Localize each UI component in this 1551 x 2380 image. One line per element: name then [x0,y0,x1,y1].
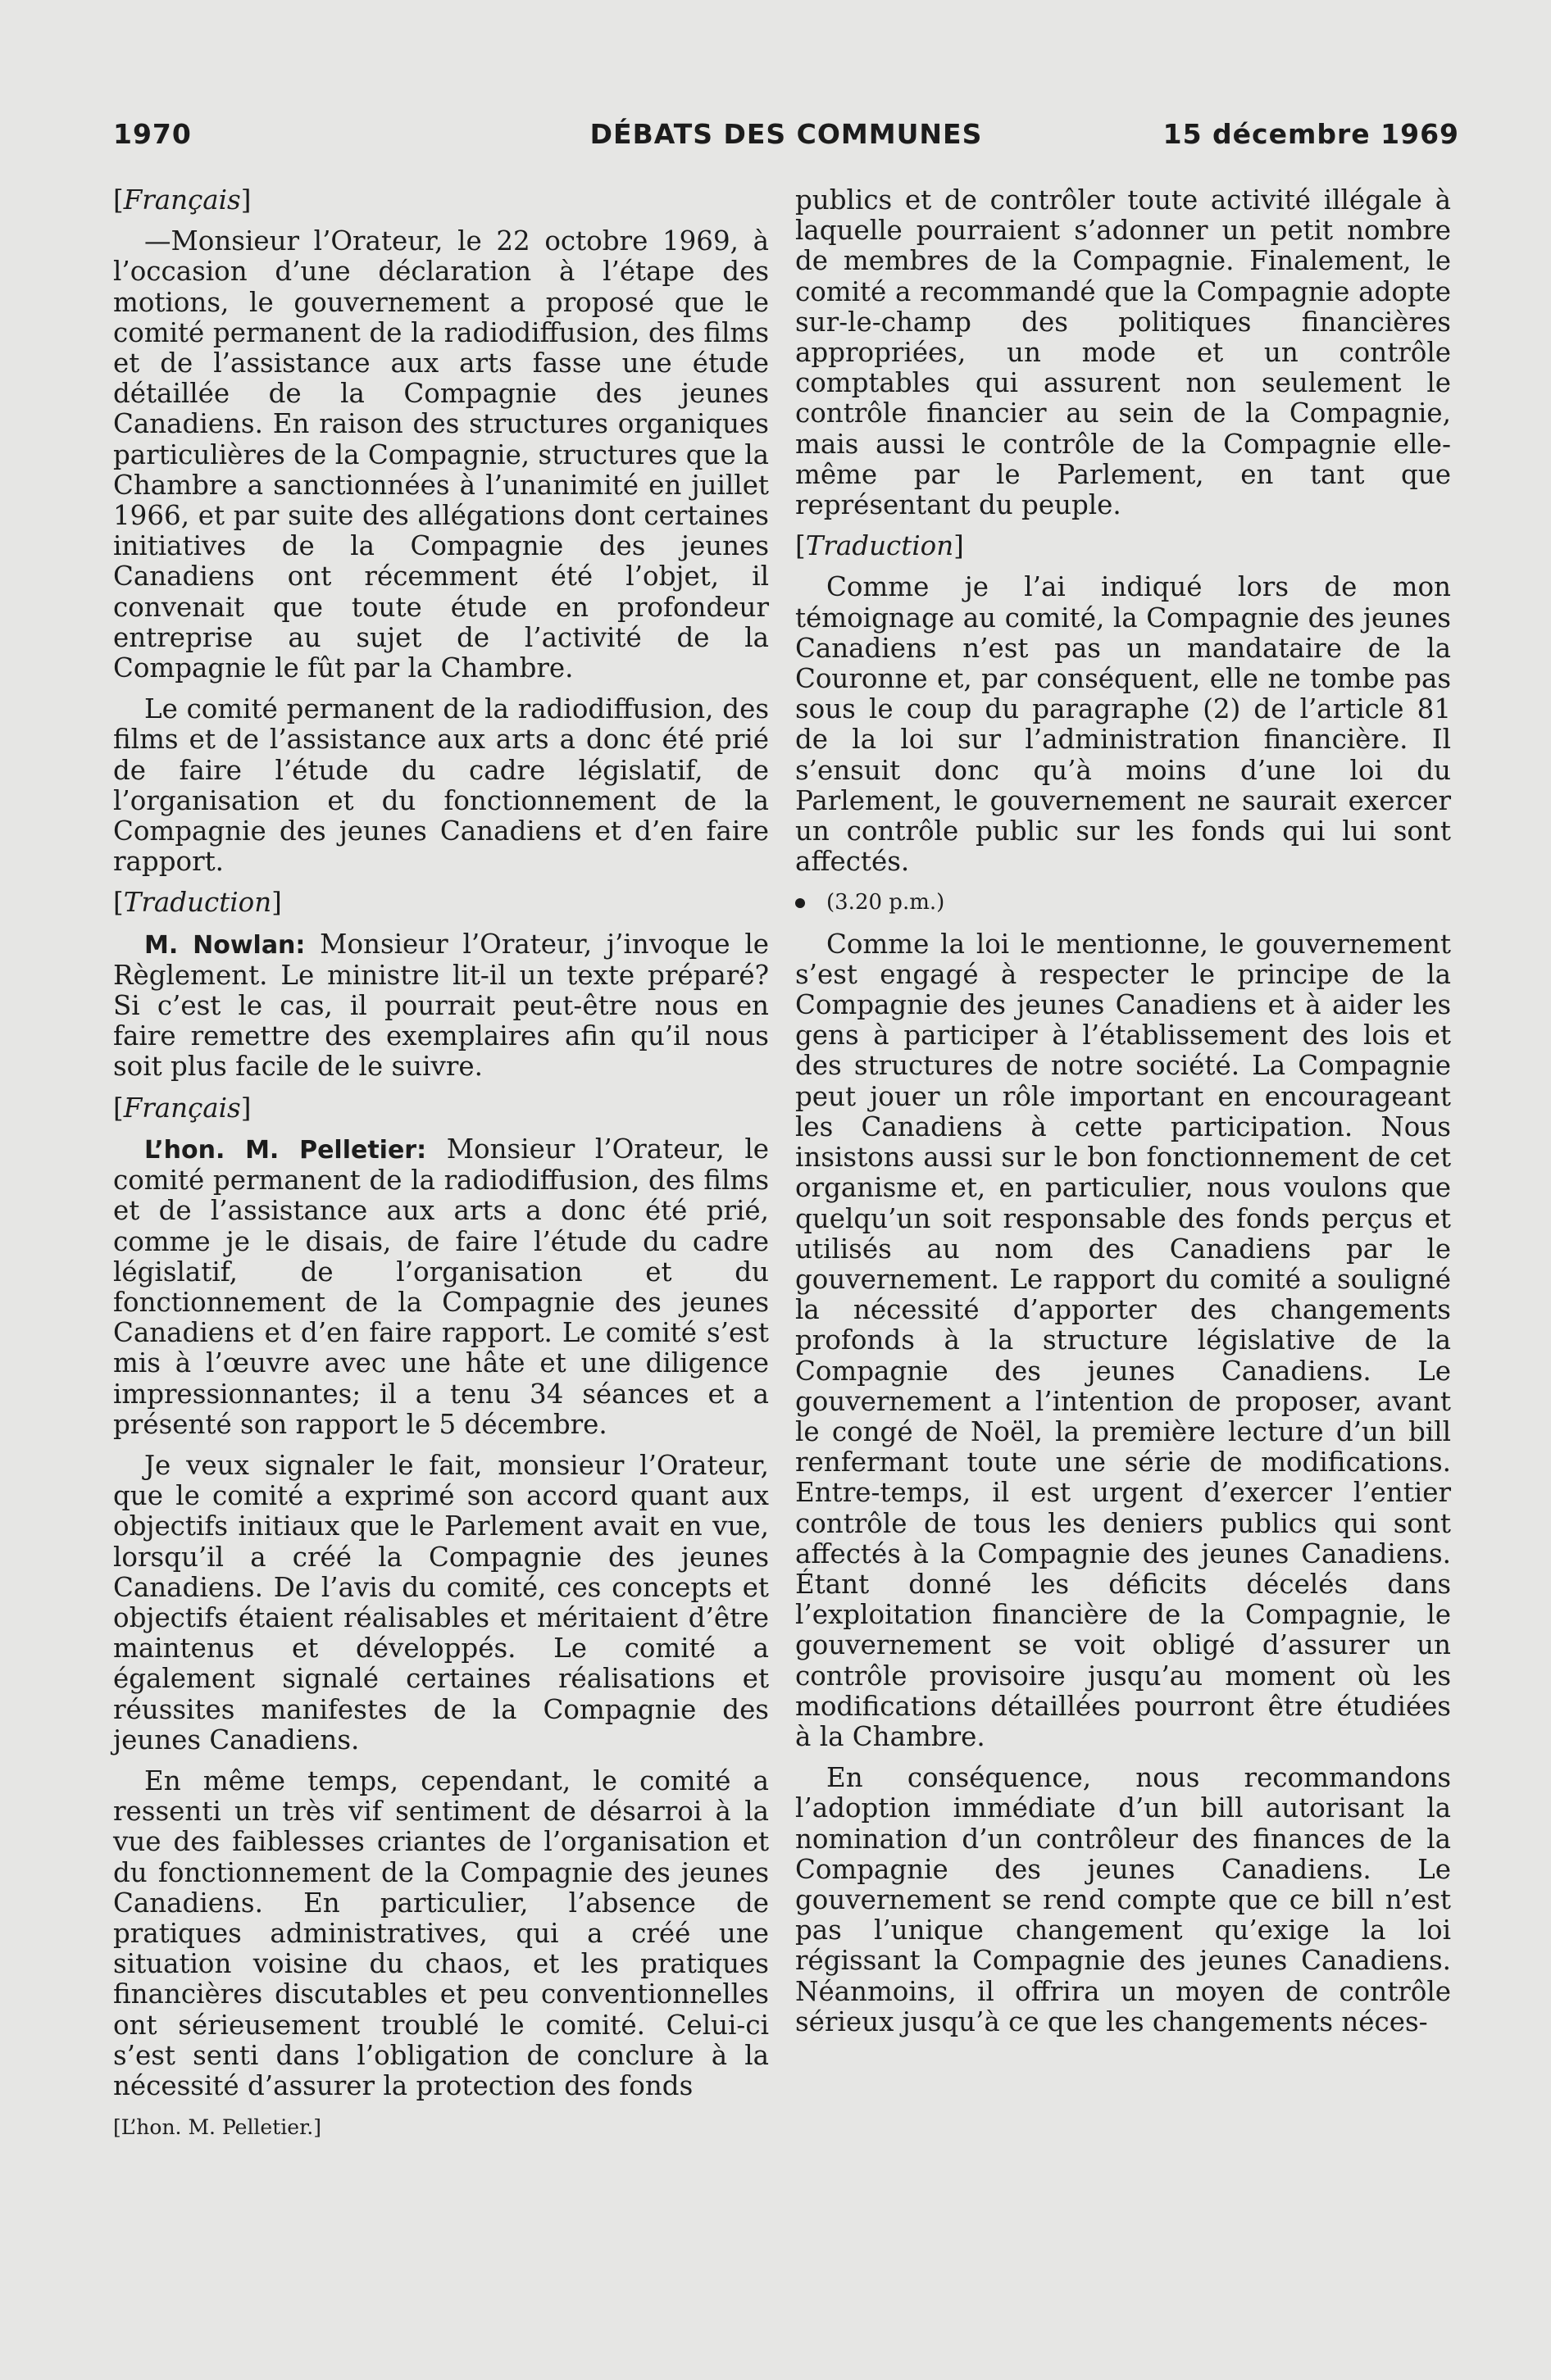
language-marker: [Français] [113,1092,252,1124]
paragraph: publics et de contrôler toute activité illégale à laquelle pourraient s’adonner un petit nombre de membres de la Compagnie. Finalement, le comité a recommandé que la Compagnie adopte sur-le-champ des politiques financières appropriées, un mode et un contrôle comptables qui assurent non seulement le contrôle financier au sein de la Compagnie, mais aussi le contrôle de la Compagnie elle-même par le Parlement, en tant que représentant du peuple. [795,184,1451,521]
language-marker: [Traduction] [113,887,282,919]
right-column [795,185,1451,2048]
paragraph: —Monsieur l’Orateur, le 22 octobre 1969, à l’occasion d’une déclaration à l’étape des motions, le gouvernement a proposé que le comité permanent de la radiodiffusion, des films et de l’assistance aux arts fasse une étude détaillée de la Compagnie des jeunes Canadiens. En raison des structures organiques particulières de la Compagnie, structures que la Chambre a sanctionnées à l’unanimité en juillet 1966, et par suite des allégations dont certaines initiatives de la Compagnie des jeunes Canadiens ont récemment été l’objet, il convenait que toute étude en profondeur entreprise au sujet de l’activité de la Compagnie le fût par la Chambre. [113,225,769,684]
speech-paragraph: M. Nowlan: Monsieur l’Orateur, j’invoque le Règlement. Le ministre lit-il un texte préparé? Si c’est le cas, il pourrait peut-être nous en faire remettre des exemplaires afin qu’il nous soit plus facile de le suivre. [113,928,769,1083]
publication-date: 15 décembre 1969 [1162,118,1459,150]
speaker-name: M. Nowlan: [144,930,306,960]
speech-paragraph: L’hon. M. Pelletier: Monsieur l’Orateur, le comité permanent de la radiodiffusion, des films et de l’assistance aux arts a donc été prié, comme je le disais, de faire l’étude du cadre législatif, de l’organisation et du fonctionnement de la Compagnie des jeunes Canadiens et d’en faire rapport. Le comité s’est mis à l’œuvre avec une hâte et une diligence impressionnantes; il a tenu 34 séances et a présenté son rapport le 5 décembre. [113,1133,769,1440]
page-header [113,118,1459,157]
paragraph: En conséquence, nous recommandons l’adoption immédiate d’un bill autorisant la nomination d’un contrôleur des finances de la Compagnie des jeunes Canadiens. Le gouvernement se rend compte que ce bill n’est pas l’unique changement qu’exige la loi régissant la Compagnie des jeunes Canadiens. Néanmoins, il offrira un moyen de contrôle sérieux jusqu’à ce que les changements néces- [795,1762,1451,2037]
speaker-footer: [L’hon. M. Pelletier.] [113,2115,321,2140]
bullet-icon [795,898,805,908]
speaker-name: L’hon. M. Pelletier: [144,1135,427,1165]
paragraph: Je veux signaler le fait, monsieur l’Orateur, que le comité a exprimé son accord quant aux objectifs initiaux que le Parlement avait en vue, lorsqu’il a créé la Compagnie des jeunes Canadiens. De l’avis du comité, ces concepts et objectifs étaient réalisables et méritaient d’être maintenus et développés. Le comité a également signalé certaines réalisations et réussites manifestes de la Compagnie des jeunes Canadiens. [113,1449,769,1755]
paragraph: En même temps, cependant, le comité a ressenti un très vif sentiment de désarroi à la vue des faiblesses criantes de l’organisation et du fonctionnement de la Compagnie des jeunes Canadiens. En particulier, l’absence de pratiques administratives, qui a créé une situation voisine du chaos, et les pratiques financières discutables et peu conventionnelles ont sérieusement troublé le comité. Celui-ci s’est senti dans l’obligation de conclure à la nécessité d’assurer la protection des fonds [113,1765,769,2101]
paragraph: Comme je l’ai indiqué lors de mon témoignage au comité, la Compagnie des jeunes Canadiens n’est pas un mandataire de la Couronne et, par conséquent, elle ne tombe pas sous le coup du paragraphe (2) de l’article 81 de la loi sur l’administration financière. Il s’ensuit donc qu’à moins d’une loi du Parlement, le gouvernement ne saurait exercer un contrôle public sur les fonds qui lui sont affectés. [795,571,1451,878]
page-number: 1970 [113,118,192,150]
time-marker: (3.20 p.m.) [795,888,1451,918]
paragraph: Le comité permanent de la radiodiffusion, des films et de l’assistance aux arts a donc été prié de faire l’étude du cadre législatif, de l’organisation et du fonctionnement de la Compagnie des jeunes Canadiens et d’en faire rapport. [113,693,769,878]
publication-title: DÉBATS DES COMMUNES [589,118,983,150]
language-marker: [Traduction] [795,530,964,562]
left-column [113,185,769,2153]
paragraph: Comme la loi le mentionne, le gouvernement s’est engagé à respecter le principe de la Compagnie des jeunes Canadiens et à aider les gens à participer à l’établissement des lois et des structures de notre société. La Compagnie peut jouer un rôle important en encourageant les Canadiens à cette participation. Nous insistons aussi sur le bon fonctionnement de cet organisme et, en particulier, nous voulons que quelqu’un soit responsable des fonds perçus et utilisés au nom des Canadiens par le gouvernement. Le rapport du comité a souligné la nécessité d’apporter des changements profonds à la structure législative de la Compagnie des jeunes Canadiens. Le gouvernement a l’intention de proposer, avant le congé de Noël, la première lecture d’un bill renfermant toute une série de modifications. Entre-temps, il est urgent d’exercer l’entier contrôle de tous les deniers publics qui sont affectés à la Compagnie des jeunes Canadiens. Étant donné les déficits décelés dans l’exploitation financière de la Compagnie, le gouvernement se voit obligé d’assurer un contrôle provisoire jusqu’au moment où les modifications détaillées pourront être étudiées à la Chambre. [795,928,1451,1752]
language-marker: [Français] [113,184,252,216]
